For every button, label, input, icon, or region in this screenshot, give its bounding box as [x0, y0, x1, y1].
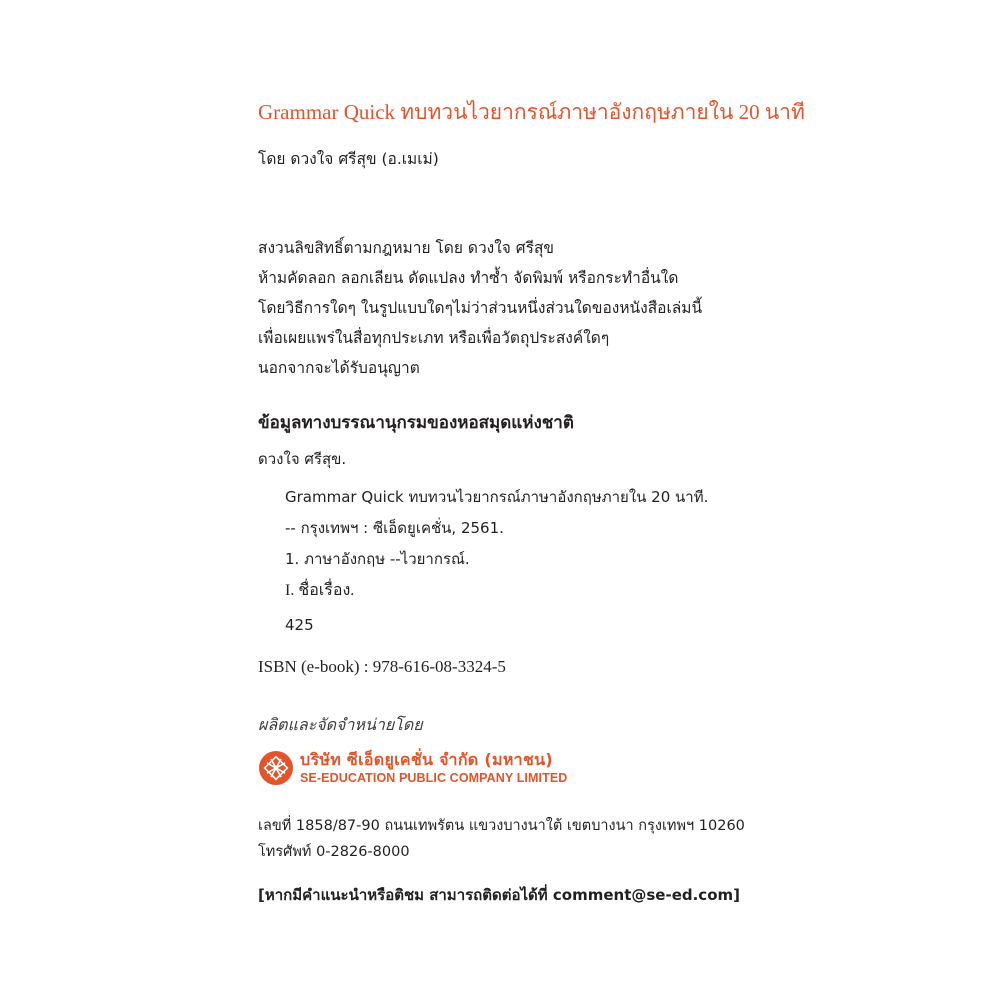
- cip-heading: ข้อมูลทางบรรณานุกรมของหอสมุดแห่งชาติ: [258, 413, 574, 433]
- cip-line: I. ชื่อเรื่อง.: [285, 582, 355, 599]
- cip-line: -- กรุงเทพฯ : ซีเอ็ดยูเคชั่น, 2561.: [285, 519, 504, 537]
- company-address: เลขที่ 1858/87-90 ถนนเทพรัตน แขวงบางนาใต้ เขตบางนา กรุงเทพฯ 10260: [258, 818, 745, 834]
- cip-line: 1. ภาษาอังกฤษ --ไวยากรณ์.: [285, 550, 470, 568]
- company-name-english: SE-EDUCATION PUBLIC COMPANY LIMITED: [300, 771, 568, 785]
- copyright-line: โดยวิธีการใดๆ ในรูปแบบใดๆไม่ว่าส่วนหนึ่งส่วนใดของหนังสือเล่มนี้: [258, 299, 703, 317]
- se-ed-logo-icon: [258, 750, 294, 786]
- copyright-line: นอกจากจะได้รับอนุญาต: [258, 359, 420, 377]
- company-phone: โทรศัพท์ 0-2826-8000: [258, 844, 410, 860]
- cip-line: Grammar Quick ทบทวนไวยากรณ์ภาษาอังกฤษภายใน 20 นาที.: [285, 488, 709, 506]
- distributor-label: ผลิตและจัดจำหน่ายโดย: [258, 715, 423, 734]
- cip-line: 425: [285, 616, 314, 634]
- contact-note: [หากมีคำแนะนำหรือติชม สามารถติดต่อได้ที่ comment@se-ed.com]: [258, 886, 740, 904]
- copyright-line: เพื่อเผยแพร่ในสื่อทุกประเภท หรือเพื่อวัตถุประสงค์ใดๆ: [258, 329, 610, 347]
- author-line: โดย ดวงใจ ศรีสุข (อ.เมเม่): [258, 150, 439, 168]
- copyright-notice: [258, 233, 702, 383]
- isbn: ISBN (e-book) : 978-616-08-3324-5: [258, 657, 506, 676]
- book-title: Grammar Quick ทบทวนไวยากรณ์ภาษาอังกฤษภายใน 20 นาที: [258, 100, 805, 124]
- cip-author: ดวงใจ ศรีสุข.: [258, 450, 347, 468]
- company-name-thai: บริษัท ซีเอ็ดยูเคชั่น จำกัด (มหาชน): [300, 750, 553, 769]
- copyright-line: สงวนลิขสิทธิ์ตามกฎหมาย โดย ดวงใจ ศรีสุข: [258, 239, 555, 257]
- copyright-line: ห้ามคัดลอก ลอกเลียน ดัดแปลง ทำซ้ำ จัดพิมพ์ หรือกระทำอื่นใด: [258, 269, 679, 287]
